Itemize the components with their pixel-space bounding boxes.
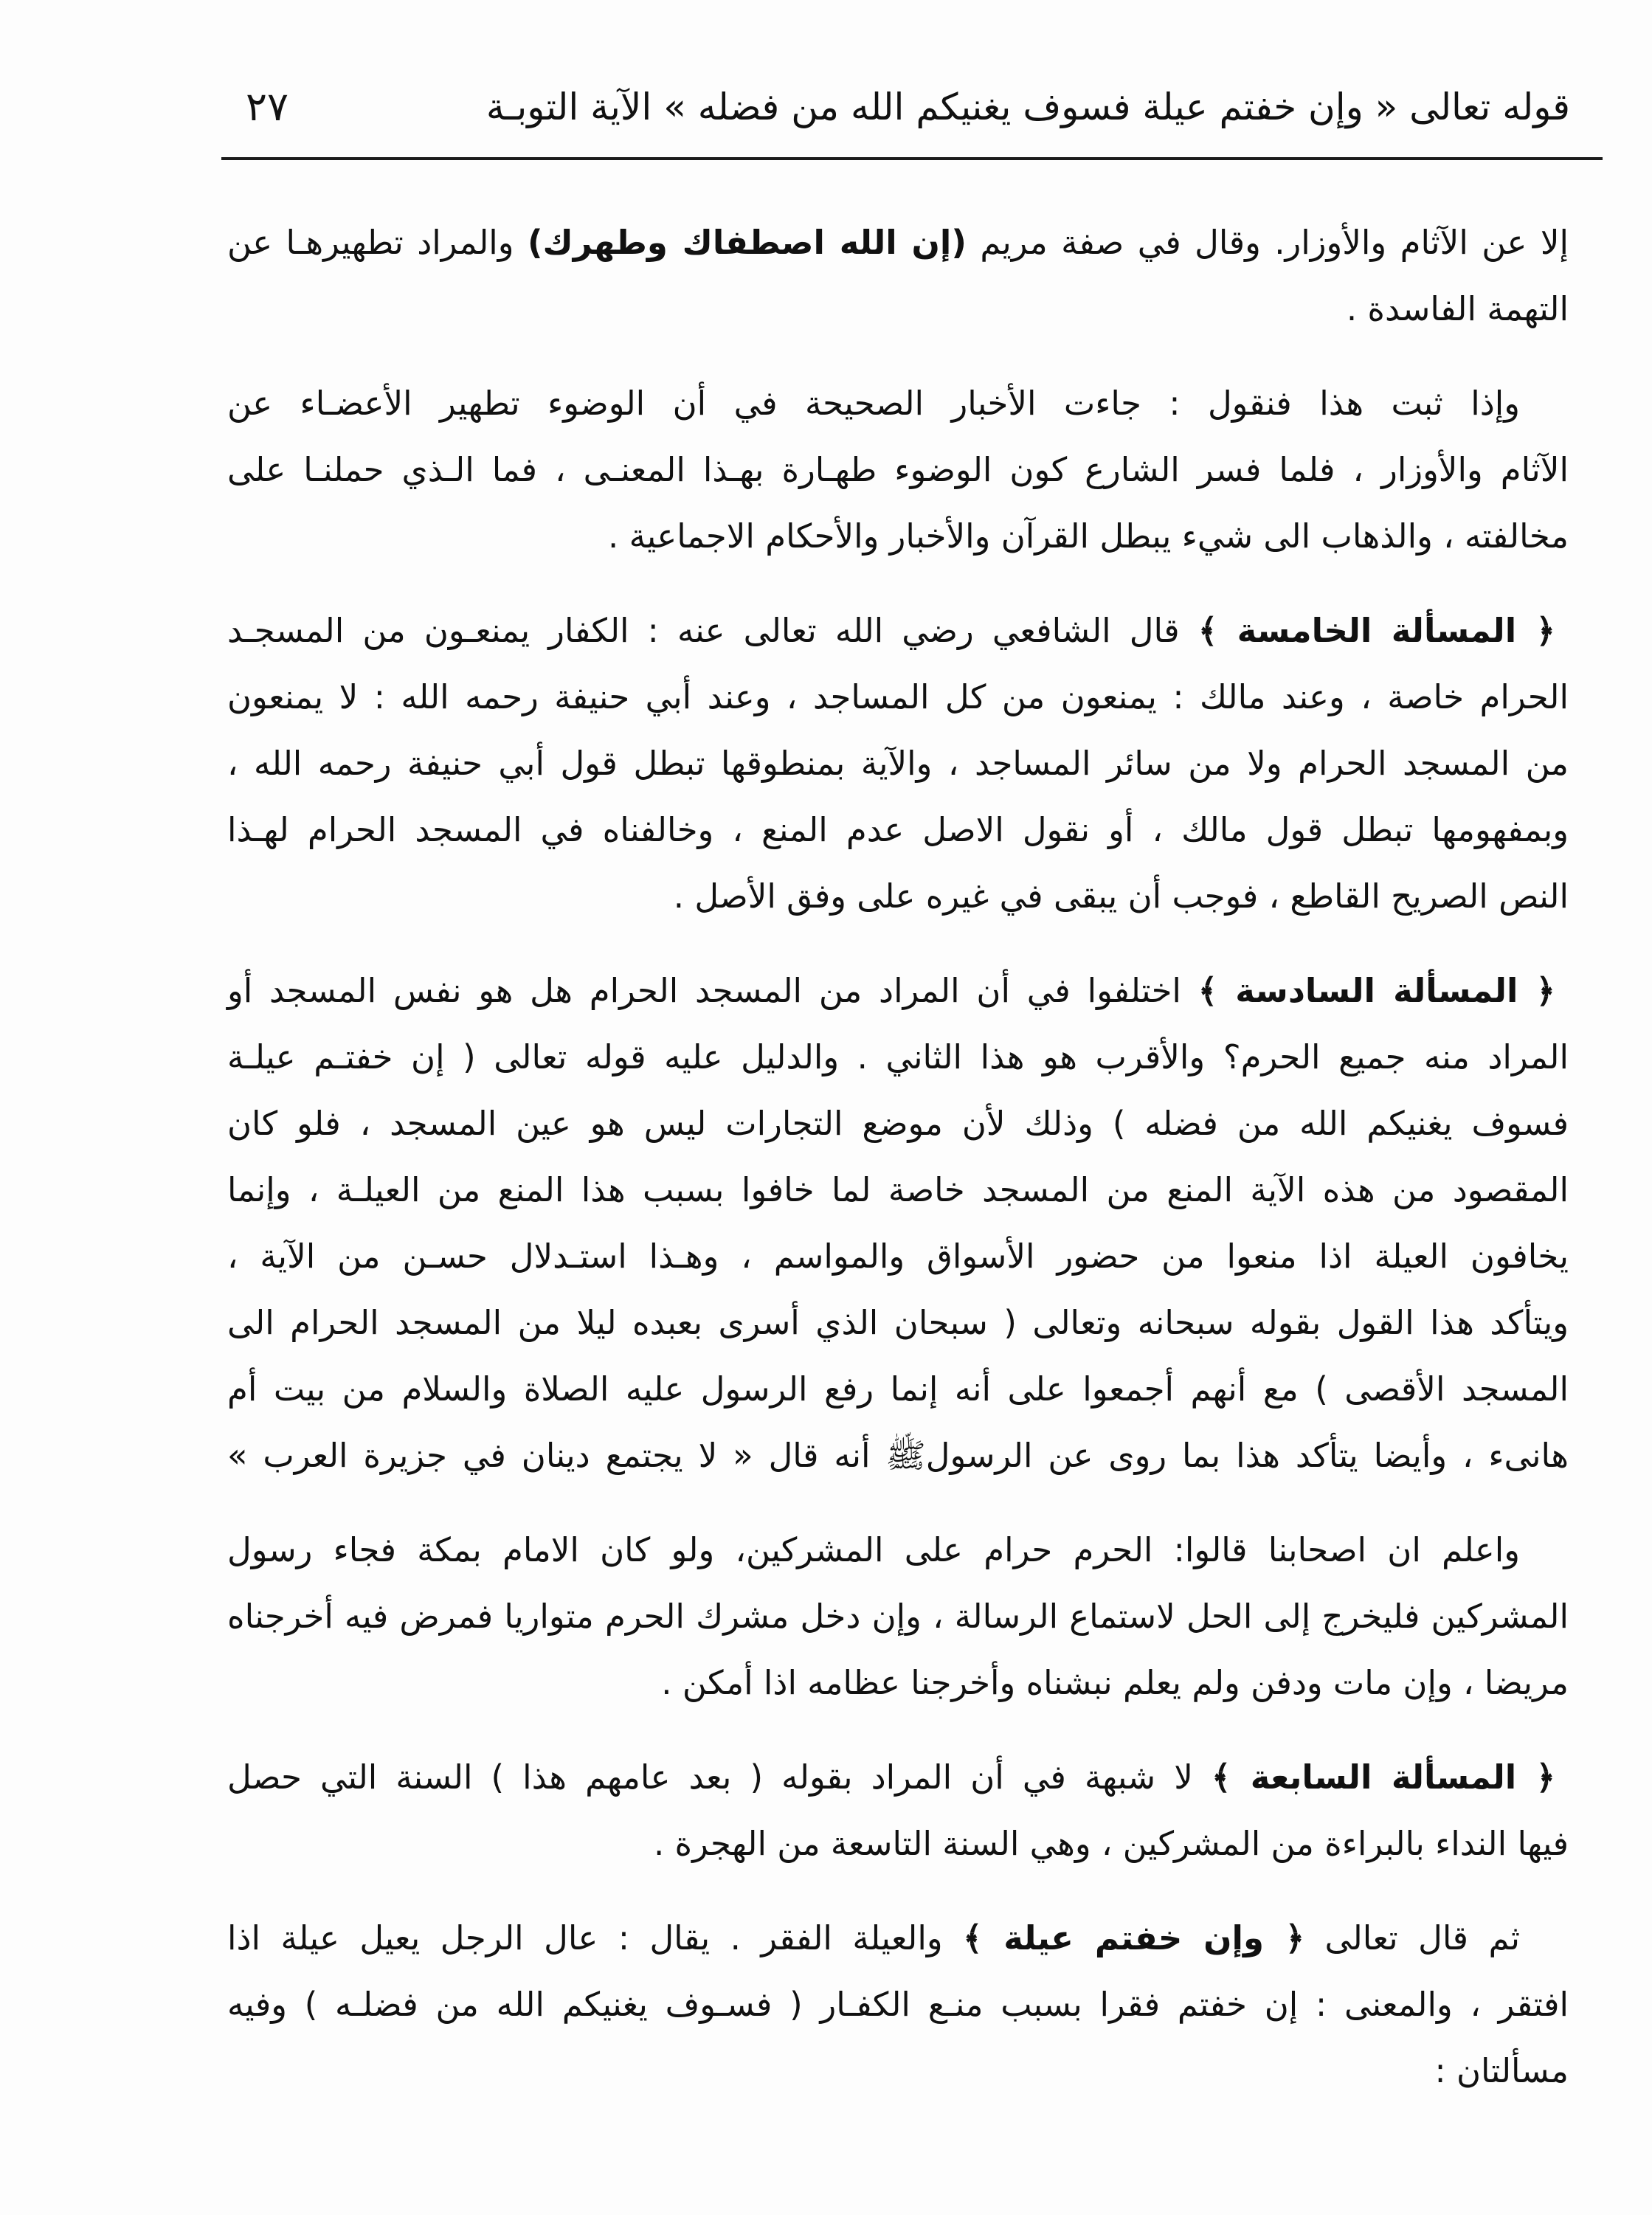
text-line: واعلم ان اصحابنا قالوا: الحرم حرام على المشركين، ولو كان الامام بمكة فجاء رسول: [227, 1530, 1520, 1569]
line-text: قال الشافعي رضي الله تعالى عنه : الكفار يمنعـون من المسجـد: [227, 611, 1198, 650]
text-line: المراد منه جميع الحرم؟ والأقرب هو هذا الثاني . والدليل عليه قوله تعالى ( إن خفتـم عيلـة: [227, 1037, 1569, 1077]
text-line: المشركين فليخرج إلى الحل لاستماع الرسالة ، وإن دخل مشرك الحرم متواريا فمرض فيه أخرجناه: [227, 1597, 1569, 1636]
quran-quote: ﴿ وإن خفتم عيلة ﴾: [963, 1918, 1305, 1957]
header-rule: [221, 157, 1603, 160]
text-line: فسوف يغنيكم الله من فضله ) وذلك لأن موضع التجارات ليس هو عين المسجد ، فلو كان: [227, 1104, 1569, 1143]
text-line: وبمفهومها تبطل قول مالك ، أو نقول الاصل عدم المنع ، وخالفناه في المسجد الحرام لهـذا: [227, 810, 1569, 849]
paragraph: [227, 1744, 1569, 1877]
text-line: وإذا ثبت هذا فنقول : جاءت الأخبار الصحيحة في أن الوضوء تطهير الأعضـاء عن: [227, 384, 1520, 423]
text-line: [227, 1744, 1569, 1811]
body-text: [227, 210, 1569, 2104]
text-line: المقصود من هذه الآية المنع من المسجد خاصة لما خافوا بسبب هذا المنع من العيلـة ، وإنما: [227, 1170, 1569, 1209]
running-header: [221, 74, 1570, 140]
quran-quote: (إن الله اصطفاك وطهرك): [527, 223, 967, 262]
text-line: [227, 210, 1569, 276]
paragraph: [227, 1905, 1569, 2104]
text-line: هانىء ، وأيضا يتأكد هذا بما روى عن الرسولﷺ أنه قال « لا يجتمع دينان في جزيرة العرب »: [227, 1436, 1569, 1475]
text-line: ويتأكد هذا القول بقوله سبحانه وتعالى ( سبحان الذي أسرى بعبده ليلا من المسجد الحرام الى: [227, 1303, 1569, 1342]
line-text: اختلفوا في أن المراد من المسجد الحرام هل هو نفس المسجد أو: [227, 971, 1198, 1010]
text-line: يخافون العيلة اذا منعوا من حضور الأسواق والمواسم ، وهـذا استـدلال حسـن من الآية ،: [227, 1237, 1569, 1276]
section-heading: ﴿ المسألة السادسة ﴾: [1197, 971, 1555, 1010]
line-text: إلا عن الآثام والأوزار. وقال في صفة مريم: [966, 223, 1569, 262]
section-heading: ﴿ المسألة السابعة ﴾: [1211, 1758, 1555, 1797]
text-line: افتقر ، والمعنى : إن خفتم فقرا بسبب منـع الكفـار ( فسـوف يغنيكم الله من فضلـه ) وفيه: [227, 1985, 1569, 2024]
page-number: ٢٧: [245, 83, 288, 130]
text-line: التهمة الفاسدة .: [1346, 289, 1569, 328]
text-line: [227, 598, 1569, 664]
text-line: مريضا ، وإن مات ودفن ولم يعلم نبشناه وأخرجنا عظامه اذا أمكن .: [661, 1663, 1569, 1702]
text-line: مخالفته ، والذهاب الى شيء يبطل القرآن والأخبار والأحكام الاجماعية .: [608, 516, 1569, 556]
paragraph: [227, 958, 1569, 1489]
text-line: [227, 1905, 1569, 1972]
text-line: من المسجد الحرام ولا من سائر المساجد ، والآية بمنطوقها تبطل قول أبي حنيفة رحمه الله ،: [227, 744, 1569, 783]
text-line: المسجد الأقصى ) مع أنهم أجمعوا على أنه إنما رفع الرسول عليه الصلاة والسلام من بيت أم: [227, 1369, 1569, 1409]
paragraph: [227, 370, 1569, 570]
line-text: والمراد تطهيرهـا عن: [227, 223, 528, 262]
paragraph: [227, 1517, 1569, 1716]
text-line: مسألتان :: [1434, 2051, 1569, 2090]
paragraph: [227, 210, 1569, 342]
text-line: فيها النداء بالبراءة من المشركين ، وهي السنة التاسعة من الهجرة .: [653, 1824, 1569, 1863]
text-line: الآثام والأوزار ، فلما فسر الشارع كون الوضوء طهـارة بهـذا المعنـى ، فما الـذي حملنـا على: [227, 450, 1569, 489]
text-line: [227, 958, 1569, 1024]
line-text: والعيلة الفقر . يقال : عال الرجل يعيل عيلة اذا: [227, 1918, 964, 1957]
header-title: قوله تعالى « وإن خفتم عيلة فسوف يغنيكم الله من فضله » الآية التوبـة: [485, 86, 1570, 128]
line-text: لا شبهة في أن المراد بقوله ( بعد عامهم هذا ) السنة التي حصل: [227, 1758, 1212, 1797]
line-text: ثم قال تعالى: [1304, 1918, 1520, 1957]
text-line: النص الصريح القاطع ، فوجب أن يبقى في غيره على وفق الأصل .: [673, 877, 1569, 916]
section-heading: ﴿ المسألة الخامسة ﴾: [1197, 611, 1555, 650]
text-line: الحرام خاصة ، وعند مالك : يمنعون من كل المساجد ، وعند أبي حنيفة رحمه الله : لا يمنعون: [227, 677, 1569, 716]
paragraph: [227, 598, 1569, 930]
